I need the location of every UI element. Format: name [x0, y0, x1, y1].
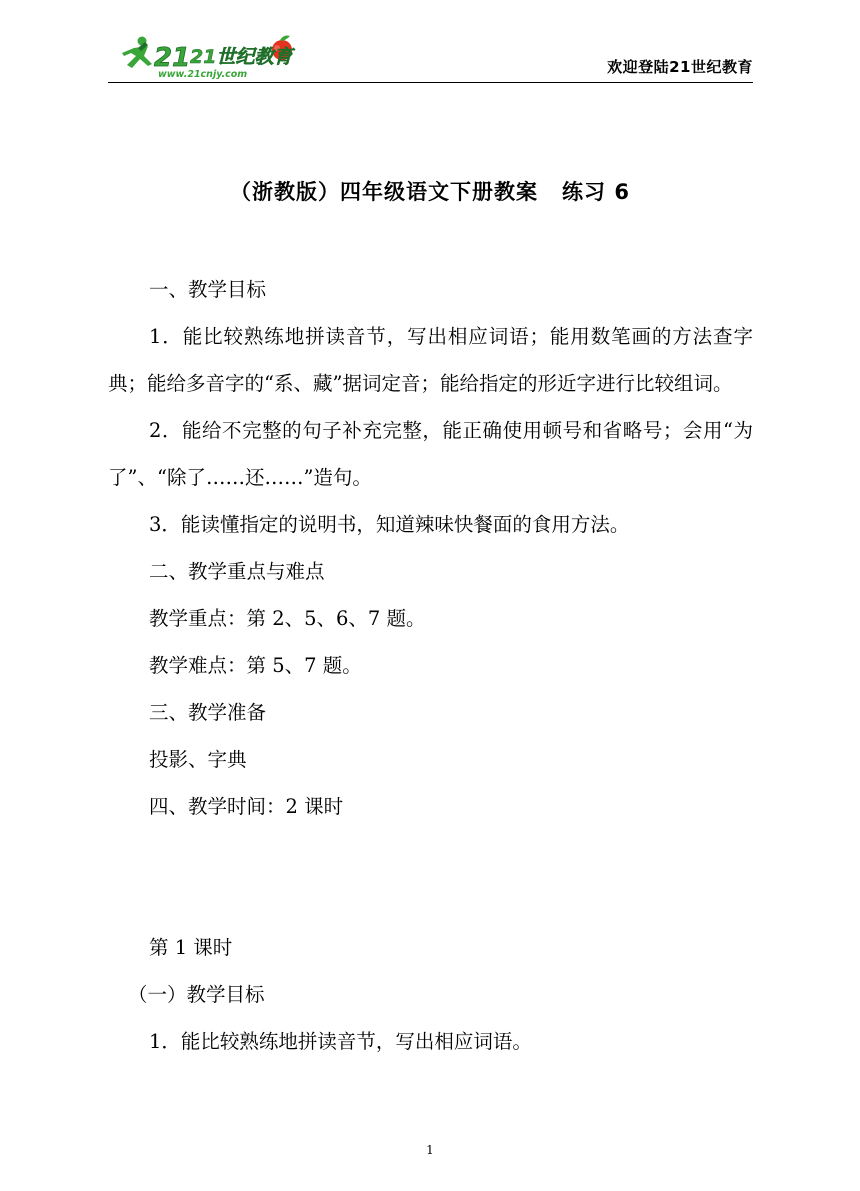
logo-text: 21世纪教育 — [190, 46, 293, 68]
section-heading-objectives: 一、教学目标 — [149, 278, 267, 301]
logo — [114, 32, 314, 82]
document-body — [108, 266, 753, 1065]
preparation-items: 投影、字典 — [149, 748, 247, 771]
objective-3: 3．能读懂指定的说明书，知道辣味快餐面的食用方法。 — [149, 513, 630, 536]
difficult-points: 教学难点：第 5、7 题。 — [149, 654, 362, 677]
objective-1: 1．能比较熟练地拼读音节，写出相应词语；能用数笔画的方法查字典；能给多音字的“系、藏”据词定音；能给指定的形近字进行比较组词。 — [108, 325, 753, 395]
lesson-objective-1: 1．能比较熟练地拼读音节，写出相应词语。 — [149, 1030, 532, 1053]
running-figure-icon — [122, 37, 152, 69]
section-heading-key-points: 二、教学重点与难点 — [149, 560, 325, 583]
page-header — [108, 30, 753, 81]
page-title — [0, 176, 860, 206]
key-points: 教学重点：第 2、5、6、7 题。 — [149, 607, 426, 630]
section-heading-preparation: 三、教学准备 — [149, 701, 267, 724]
title-main: （浙教版）四年级语文下册教案 — [230, 180, 539, 204]
title-section: 练习 6 — [562, 180, 630, 204]
logo-url: www.21cnjy.com — [158, 69, 248, 80]
header-divider — [108, 82, 753, 83]
svg-text:21: 21 — [154, 43, 191, 73]
section-heading-time: 四、教学时间：2 课时 — [149, 795, 344, 818]
lesson-subheading: （一）教学目标 — [128, 983, 265, 1006]
header-welcome-text: 欢迎登陆21世纪教育 — [607, 58, 753, 76]
lesson-heading: 第 1 课时 — [149, 936, 233, 959]
page-number: 1 — [426, 1143, 434, 1157]
objective-2: 2．能给不完整的句子补充完整，能正确使用顿号和省略号；会用“为了”、“除了……还……”造句。 — [108, 419, 753, 489]
